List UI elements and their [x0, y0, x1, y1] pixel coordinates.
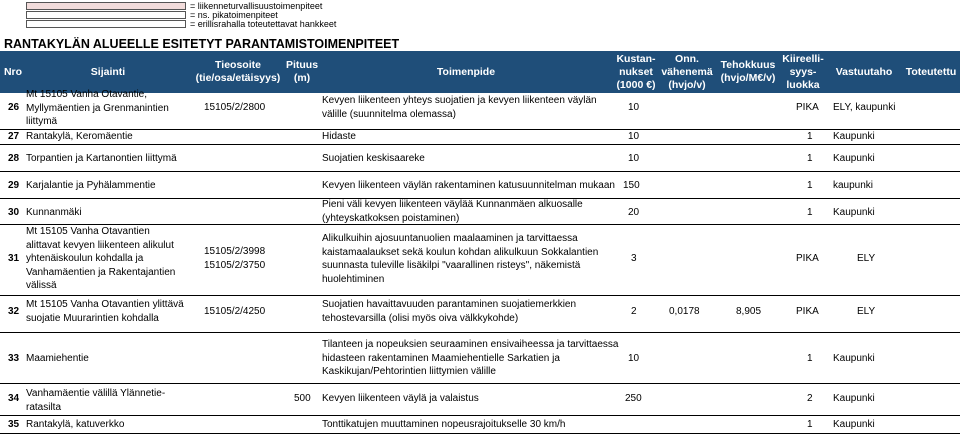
cell-kiireellisyys: 1 — [807, 131, 813, 142]
header-onn-vahenema: Onn. vähenemä (hvjo/v) — [661, 52, 713, 91]
cell-kustannukset: 10 — [628, 131, 640, 142]
cell-toteutettu: ELY — [857, 306, 876, 317]
cell-sijainti: Maamiehentie — [26, 353, 89, 364]
cell-vastuutaho: Kaupunki — [833, 153, 875, 164]
cell-kustannukset: 10 — [628, 353, 640, 364]
legend-label: = erillisrahalla toteutettavat hankkeet — [190, 19, 337, 29]
row-divider — [0, 433, 960, 434]
row-divider — [0, 295, 960, 296]
cell-sijainti: Kunnanmäki — [26, 207, 82, 218]
cell-tehokkuus: 8,905 — [736, 306, 762, 317]
cell-kustannukset: 3 — [631, 253, 637, 264]
legend-swatch — [26, 20, 186, 28]
header-toimenpide: Toimenpide — [436, 65, 496, 78]
row-divider — [0, 415, 960, 416]
cell-vastuutaho: Kaupunki — [833, 207, 875, 218]
cell-sijainti: Mt 15105 Vanha Otavantie, Myllymäentien ja Grenmanintien liittymä — [26, 89, 169, 128]
cell-sijainti: Vanhamäentie välillä Ylännetie- ratasilta — [26, 388, 166, 413]
cell-onn-vahenema: 0,0178 — [669, 306, 700, 317]
cell-sijainti: Mt 15105 Vanha Otavantien ylittävä suojatie Muurarintien kohdalla — [26, 299, 184, 324]
cell-nro: 32 — [8, 306, 20, 317]
table-header — [0, 51, 960, 93]
legend-swatch — [26, 11, 186, 19]
cell-vastuutaho: Kaupunki — [833, 419, 875, 430]
cell-toimenpide: Kevyen liikenteen väylä ja valaistus — [322, 393, 479, 404]
cell-sijainti: Karjalantie ja Pyhälammentie — [26, 180, 156, 191]
cell-sijainti: Rantakylä, katuverkko — [26, 419, 125, 430]
cell-kustannukset: 250 — [625, 393, 642, 404]
header-kiireellisyys: Kiireelli- syys- luokka — [782, 52, 824, 91]
cell-toimenpide: Hidaste — [322, 131, 356, 142]
header-kustannukset: Kustan- nukset (1000 €) — [616, 52, 656, 91]
cell-kiireellisyys: 2 — [807, 393, 813, 404]
row-divider — [0, 129, 960, 130]
cell-vastuutaho: Kaupunki — [833, 393, 875, 404]
cell-pituus: 500 — [294, 393, 311, 404]
cell-vastuutaho: kaupunki — [833, 180, 874, 191]
cell-vastuutaho: PIKA — [796, 253, 819, 264]
cell-nro: 27 — [8, 131, 20, 142]
cell-kiireellisyys: 1 — [807, 180, 813, 191]
cell-vastuutaho: PIKA — [796, 102, 819, 113]
header-tieosoite: Tieosoite (tie/osa/etäisyys) — [195, 59, 281, 84]
row-divider — [0, 332, 960, 333]
cell-nro: 33 — [8, 353, 20, 364]
cell-nro: 29 — [8, 180, 20, 191]
legend-swatch — [26, 2, 186, 10]
cell-toimenpide: Suojatien havaittavuuden parantaminen suojatiemerkkien tehostevarsilla (olisi myös oiva välkkykohde) — [322, 299, 577, 324]
cell-sijainti: Torpantien ja Kartanontien liittymä — [26, 153, 177, 164]
cell-toteutettu: ELY — [857, 253, 876, 264]
cell-toimenpide: Tonttikatujen muuttaminen nopeusrajoitukselle 30 km/h — [322, 419, 566, 430]
cell-vastuutaho: PIKA — [796, 306, 819, 317]
legend-label: = ns. pikatoimenpiteet — [190, 10, 278, 20]
cell-nro: 34 — [8, 393, 20, 404]
cell-kustannukset: 20 — [628, 207, 640, 218]
header-nro: Nro — [3, 65, 23, 78]
cell-kiireellisyys: 1 — [807, 207, 813, 218]
cell-toimenpide: Alikulkuihin ajosuuntanuolien maalaaminen ja tarvittaessa kaistamaalaukset sekä koulun kohdan alikulkuun Sokkalantien suunnasta tuleville lisäkilpi "vaarallinen risteys", näkemistä huolehtiminen — [322, 233, 599, 285]
header-sijainti: Sijainti — [90, 65, 126, 78]
row-divider — [0, 383, 960, 384]
cell-sijainti: Rantakylä, Keromäentie — [26, 131, 133, 142]
cell-toimenpide: Kevyen liikenteen yhteys suojatien ja kevyen liikenteen väylän välille (suunnitelma olemassa) — [322, 95, 597, 120]
cell-nro: 31 — [8, 253, 20, 264]
cell-nro: 26 — [8, 102, 20, 113]
cell-kiireellisyys: 1 — [807, 419, 813, 430]
cell-toimenpide: Pieni väli kevyen liikenteen väylää Kunnanmäen alkuosalle (yhteyskatkoksen poistaminen) — [322, 199, 583, 224]
cell-tieosoite: 15105/2/2800 — [204, 102, 266, 113]
row-divider — [0, 171, 960, 172]
cell-tieosoite: 15105/2/4250 — [204, 306, 266, 317]
cell-kustannukset: 10 — [628, 102, 640, 113]
cell-nro: 30 — [8, 207, 20, 218]
cell-vastuutaho: Kaupunki — [833, 353, 875, 364]
cell-toimenpide: Tilanteen ja nopeuksien seuraaminen ensivaiheessa ja tarvittaessa hidasteen rakentaminen Maamiehentielle Sarkatien ja Kaskikujan/Pehtorintien liittymien välille — [322, 339, 619, 378]
cell-toteutettu: ELY, kaupunki — [833, 102, 896, 113]
header-vastuutaho: Vastuutaho — [835, 65, 893, 78]
header-pituus: Pituus (m) — [285, 59, 319, 84]
cell-toimenpide: Suojatien keskisaareke — [322, 153, 425, 164]
cell-nro: 35 — [8, 419, 20, 430]
cell-kustannukset: 150 — [623, 180, 640, 191]
legend-label: = liikenneturvallisuustoimenpiteet — [190, 1, 323, 11]
cell-kiireellisyys: 1 — [807, 153, 813, 164]
cell-kustannukset: 10 — [628, 153, 640, 164]
header-tehokkuus: Tehokkuus (hvjo/M€/v) — [720, 59, 776, 84]
cell-vastuutaho: Kaupunki — [833, 131, 875, 142]
header-toteutettu: Toteutettu — [905, 65, 957, 78]
row-divider — [0, 144, 960, 145]
cell-kustannukset: 2 — [631, 306, 637, 317]
page-title: RANTAKYLÄN ALUEELLE ESITETYT PARANTAMISTOIMENPITEET — [4, 37, 400, 51]
cell-toimenpide: Kevyen liikenteen väylän rakentaminen katusuunnitelman mukaan — [322, 180, 615, 191]
cell-tieosoite: 15105/2/3998 15105/2/3750 — [204, 246, 266, 271]
cell-sijainti: Mt 15105 Vanha Otavantien alittavat kevyen liikenteen alikulut yhtenäiskoulun kohdalla ja Vanhamäentien ja Rakentajantien välissä — [26, 226, 176, 292]
cell-kiireellisyys: 1 — [807, 353, 813, 364]
cell-nro: 28 — [8, 153, 20, 164]
